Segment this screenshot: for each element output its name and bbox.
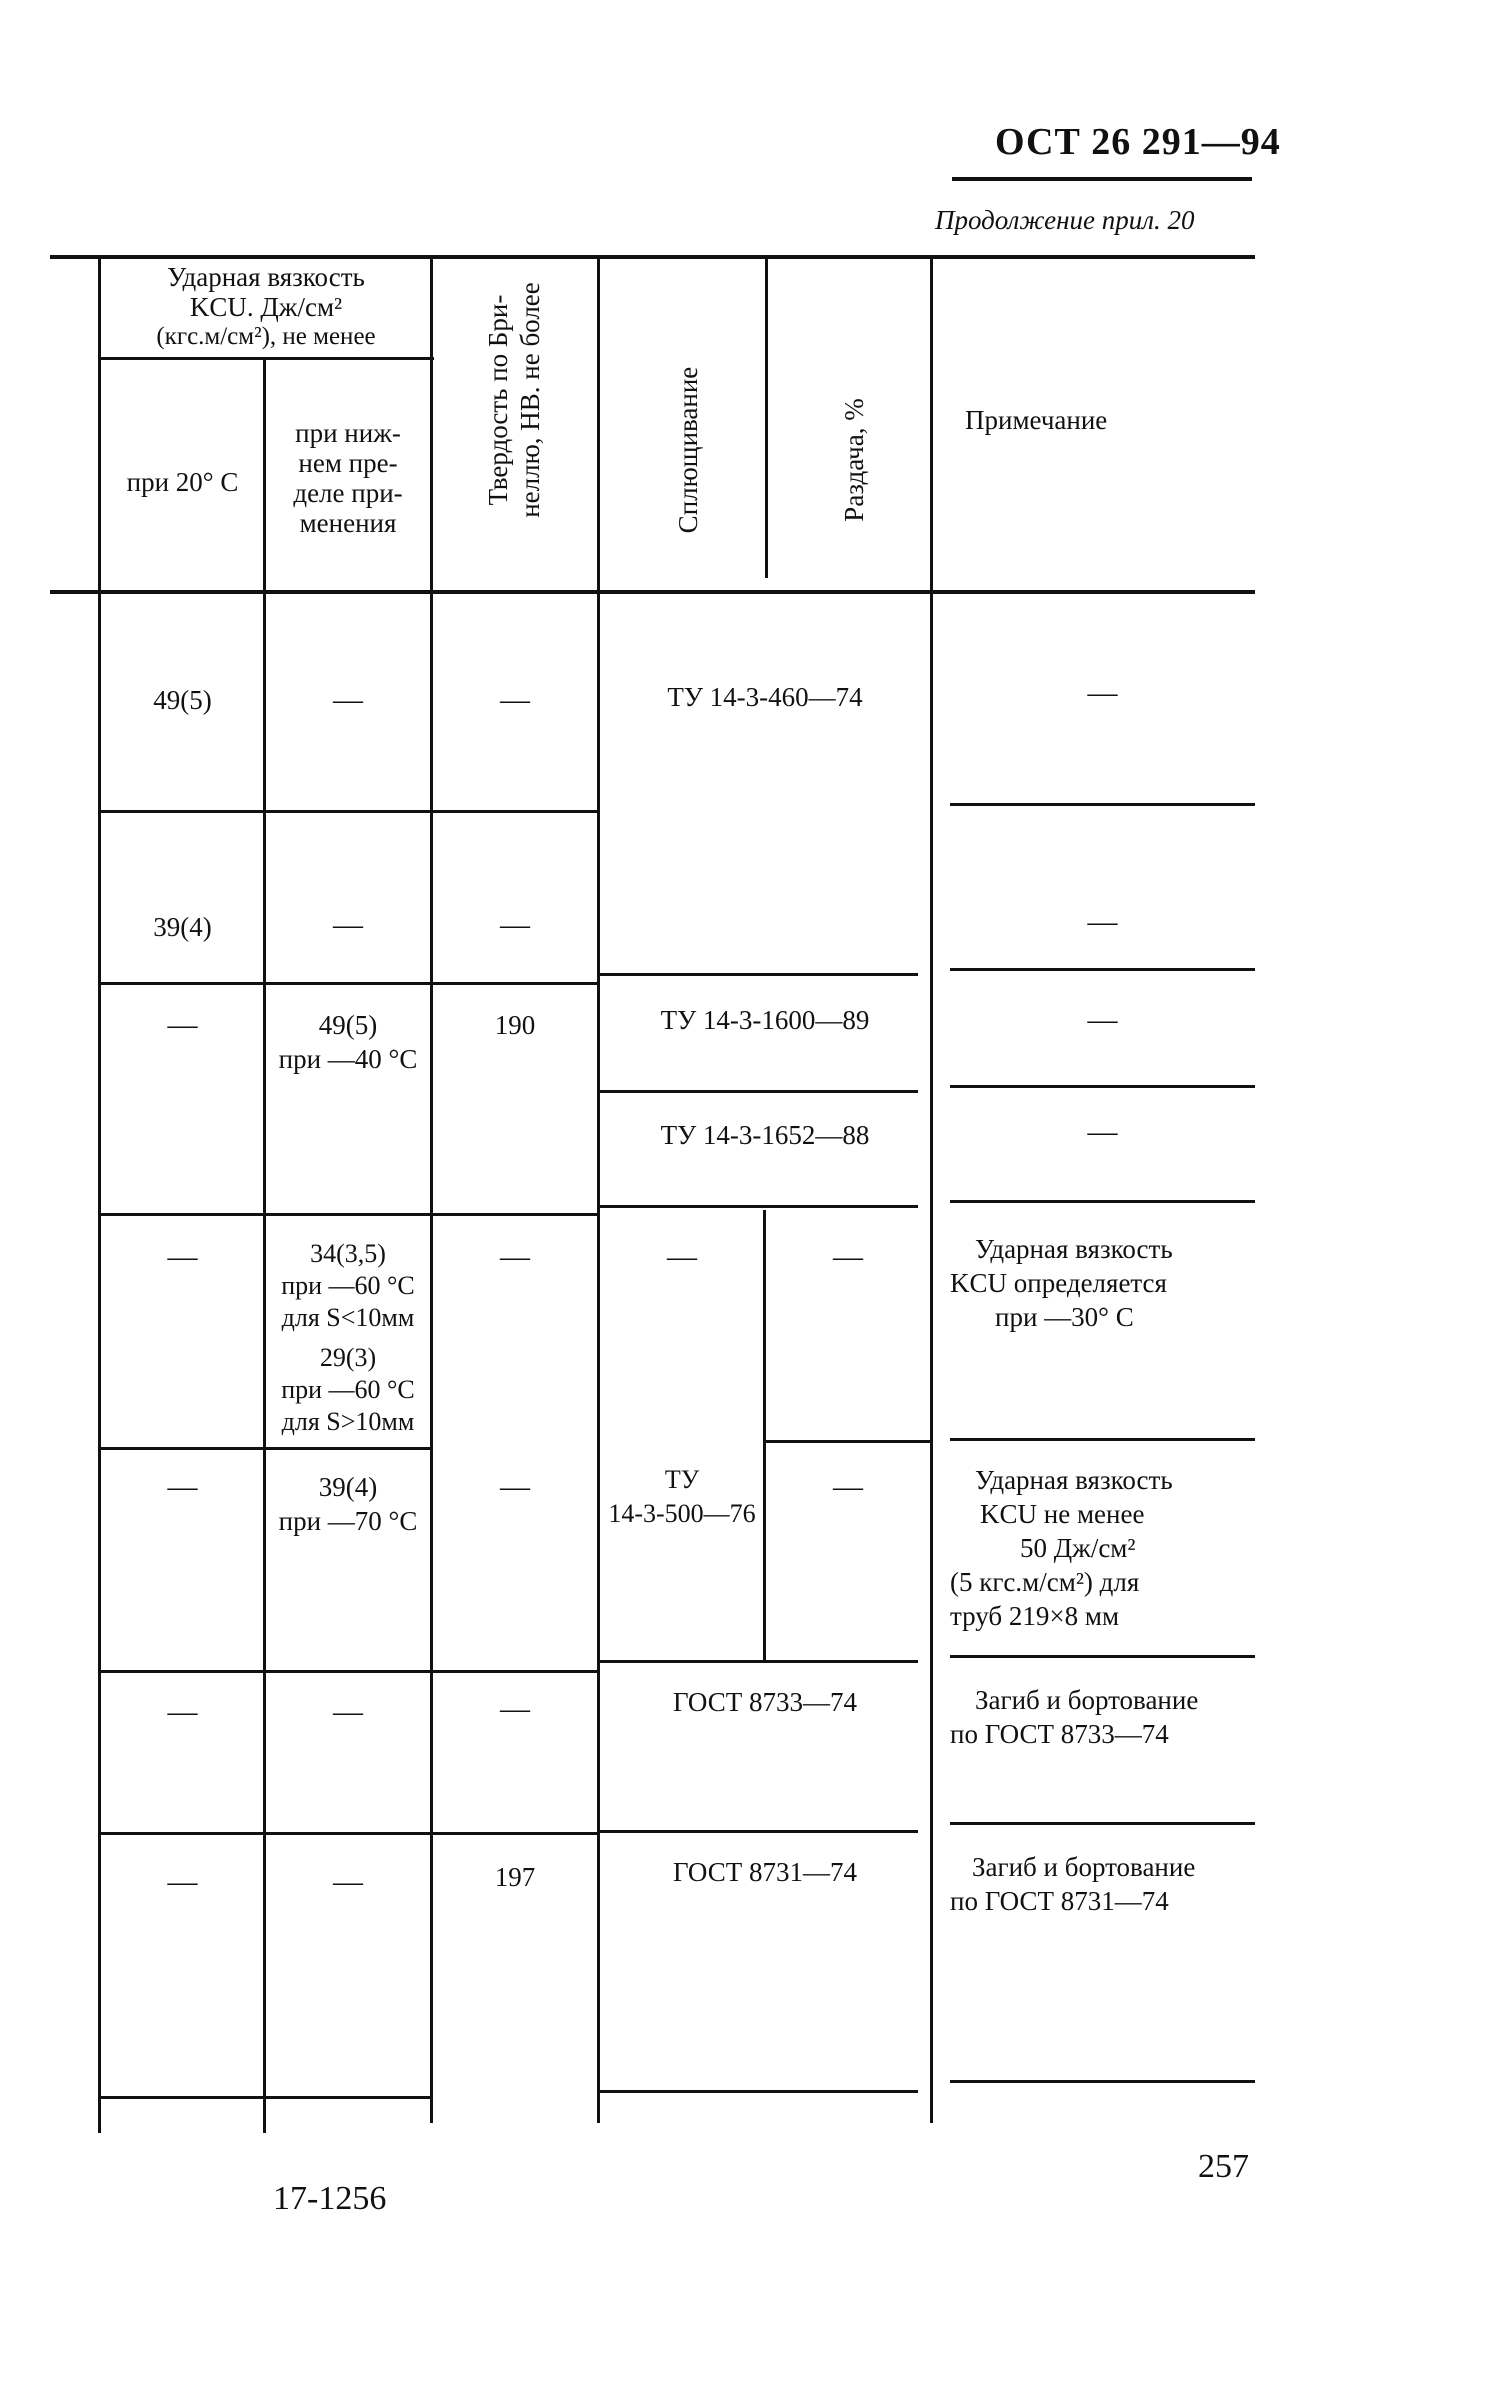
row6-expansion: — <box>833 1470 863 1503</box>
row6-note: Ударная вязкость KCU не менее 50 Дж/см² (5 кгс.м/см²) для труб 219×8 мм <box>950 1465 1173 1631</box>
row5-at-low: 34(3,5) при —60 °С для S<10мм 29(3) при —60 °С для S>10мм <box>281 1239 415 1436</box>
table-bottom-spec <box>600 2090 918 2093</box>
row-sep-2-note <box>950 968 1255 971</box>
row-sep-1-note <box>950 803 1255 806</box>
row7-at-low: — <box>333 1695 363 1728</box>
row-sep-1-c12 <box>100 810 430 813</box>
row-sep-7-c1-3 <box>100 1832 597 1835</box>
table-top-rule <box>50 255 1255 259</box>
row2-at-20: 39(4) <box>153 912 212 942</box>
row-sep-6-note <box>950 1655 1255 1658</box>
col-line-6 <box>930 258 933 2123</box>
row2-hardness: — <box>500 908 530 941</box>
row8-at-20: — <box>167 1865 198 1898</box>
row7-at-20: — <box>167 1695 198 1728</box>
row8-note: Загиб и бортование по ГОСТ 8731—74 <box>950 1852 1196 1916</box>
row-sep-5-c1-3 <box>100 1447 430 1450</box>
row1-spec: ТУ 14-3-460—74 <box>667 682 863 712</box>
row8-at-low: — <box>333 1865 363 1898</box>
row-sep-7-note <box>950 1822 1255 1825</box>
row7-hardness: — <box>500 1692 530 1725</box>
impact-group-header: Ударная вязкость KCU. Дж/см² (кгс.м/см²), не менее <box>156 262 376 350</box>
row8-hardness: 197 <box>494 1862 536 1892</box>
row2-note: — <box>1087 905 1118 938</box>
row-sep-3-note <box>950 1085 1255 1088</box>
header-expansion: Раздача, % <box>839 398 869 522</box>
row3-note: — <box>1087 1003 1118 1036</box>
page-number: 257 <box>1198 2148 1249 2185</box>
row7-spec: ГОСТ 8733—74 <box>672 1687 858 1717</box>
row3-spec: ТУ 14-3-1600—89 <box>660 1005 870 1035</box>
row5-hardness: — <box>500 1240 530 1273</box>
row1-note: — <box>1087 676 1118 709</box>
col-line-5b <box>763 1210 766 1660</box>
row-sep-5-note <box>950 1438 1255 1441</box>
header-note: Примечание <box>965 405 1108 435</box>
table-bottom-c1-3 <box>100 2096 430 2099</box>
row1-at-20: 49(5) <box>153 685 212 715</box>
row3-at-low: 49(5) при —40 °С <box>278 1010 418 1074</box>
header-at-low-limit: при ниж- нем пре- деле при- менения <box>293 418 403 538</box>
row5-at-20: — <box>167 1240 198 1273</box>
table-bottom-note <box>950 2080 1255 2083</box>
col-line-4 <box>597 258 600 2123</box>
row6-hardness: — <box>500 1470 530 1503</box>
row4-note: — <box>1087 1115 1118 1148</box>
row3-at-20: — <box>167 1008 198 1041</box>
row-sep-4-note <box>950 1200 1255 1203</box>
row1-at-low: — <box>333 683 363 716</box>
row8-spec: ГОСТ 8731—74 <box>672 1857 858 1887</box>
row6-flattening: ТУ 14-3-500—76 <box>608 1465 756 1528</box>
row-sep-1-c3 <box>433 810 597 813</box>
row1-hardness: — <box>500 683 530 716</box>
header-bottom-rule <box>50 590 1255 594</box>
row-sep-2-spec <box>600 973 918 976</box>
row6-at-low: 39(4) при —70 °С <box>278 1472 418 1536</box>
col-line-3 <box>430 258 433 2123</box>
impact-group-rule <box>100 357 434 360</box>
document-code: ОСТ 26 291—94 <box>995 121 1281 163</box>
header-flattening: Сплющивание <box>673 366 703 534</box>
row7-note: Загиб и бортование по ГОСТ 8733—74 <box>950 1685 1199 1749</box>
row-sep-5-c5 <box>766 1440 930 1443</box>
header-hardness: Твердость по Бри- неллю, HB. не более <box>483 282 545 518</box>
row-sep-3-spec <box>600 1090 918 1093</box>
row-sep-6-spec <box>600 1660 918 1663</box>
row-sep-6-c1-3 <box>100 1670 597 1673</box>
row-sep-4-c1-3 <box>100 1213 597 1216</box>
row3-hardness: 190 <box>494 1010 536 1040</box>
continuation-label: Продолжение прил. 20 <box>935 205 1195 235</box>
row2-at-low: — <box>333 908 363 941</box>
row5-expansion: — <box>833 1240 863 1273</box>
row-sep-7-spec <box>600 1830 918 1833</box>
header-at-20: при 20° С <box>126 467 239 497</box>
header-underline <box>952 177 1252 181</box>
row-sep-4-spec <box>600 1205 918 1208</box>
col-line-5a <box>765 258 768 578</box>
row-sep-2-c1-3 <box>100 982 597 985</box>
col-line-1 <box>98 258 101 2133</box>
row6-at-20: — <box>167 1470 198 1503</box>
row4-spec: ТУ 14-3-1652—88 <box>660 1120 870 1150</box>
row5-note: Ударная вязкость KCU определяется при —30° С <box>950 1234 1173 1332</box>
row5-flattening: — <box>667 1240 697 1273</box>
print-code: 17-1256 <box>273 2180 387 2217</box>
